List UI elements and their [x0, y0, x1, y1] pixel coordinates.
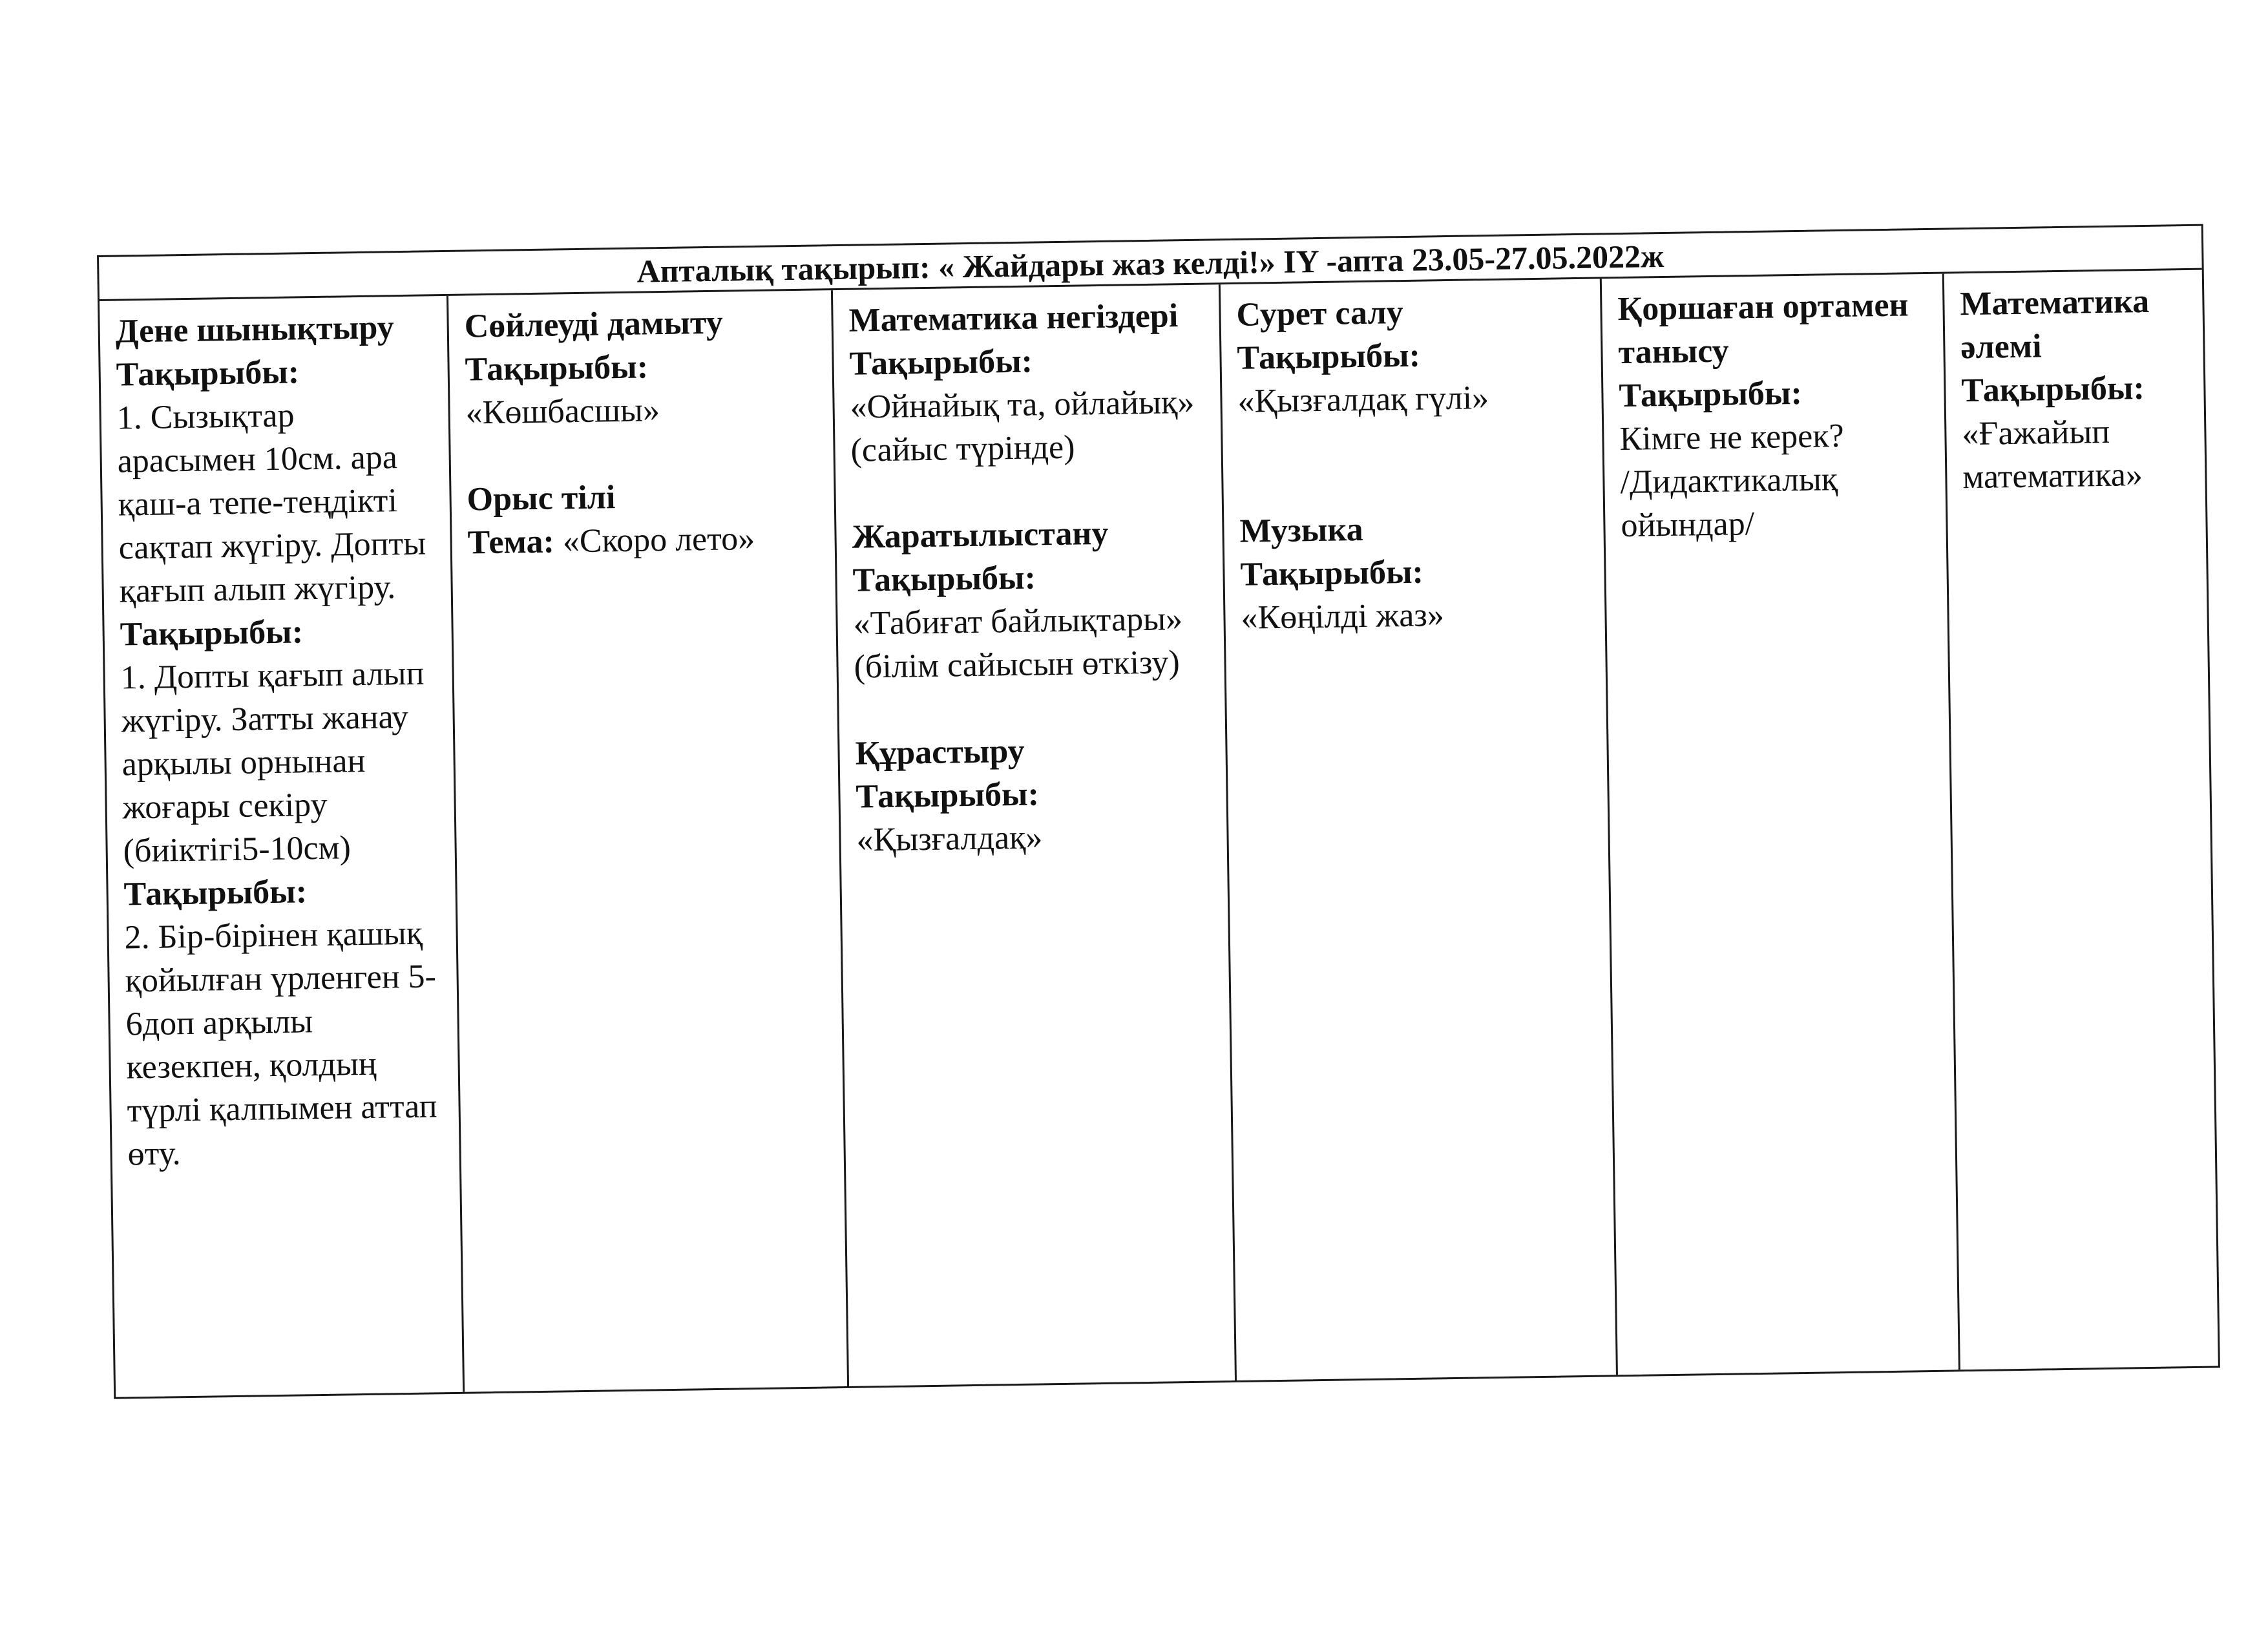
topic-label: Тақырыбы: — [1961, 370, 2145, 410]
topic-label: Тақырыбы: — [120, 613, 304, 653]
topic-line — [467, 516, 821, 564]
topic-label: Тақырыбы: — [856, 776, 1040, 816]
column-drawing — [1221, 279, 1618, 1380]
column-physical-education — [100, 296, 465, 1397]
column-title: Құрастыру — [855, 732, 1025, 772]
topic-text: 1. Сызықтар арасымен 10см. ара қаш-а тепе-теңдікті сақтап жүгіру. Допты қағып алып жүгіру. — [116, 397, 426, 610]
topic-label: Тақырыбы: — [116, 354, 300, 394]
column-math-world — [1944, 270, 2222, 1370]
topic-label: Тақырыбы: — [123, 873, 308, 913]
column-speech-development — [448, 290, 849, 1392]
weekly-plan-table — [97, 224, 2220, 1399]
topic-label: Тақырыбы: — [1237, 337, 1421, 377]
topic-note: /Дидактикалық ойындар/ — [1620, 461, 1838, 545]
topic-label: Тема: — [467, 523, 555, 562]
column-title: Математика әлемі — [1960, 282, 2150, 366]
topic-label: Тақырыбы: — [465, 348, 649, 388]
topic-text: «Қызғалдақ» — [856, 819, 1043, 859]
column-mathematics-basics — [833, 284, 1237, 1386]
topic-text: 1. Допты қағып алып жүгіру. Затты жанау арқылы орнынан жоғары секіру (биіктігі5-10см) — [120, 655, 425, 870]
topic-label: Тақырыбы: — [852, 559, 1036, 599]
topic-text: 2. Бір-бірінен қашық қойылған үрленген 5-6доп арқылы кезекпен, қолдың түрлі қалпымен аттап өту. — [124, 914, 437, 1173]
topic-text: «Көңілді жаз» — [1241, 597, 1445, 637]
topic-label: Тақырыбы: — [1240, 553, 1424, 593]
topic-text: «Табиғат байлықтары» — [853, 600, 1183, 642]
column-environment — [1602, 274, 1960, 1375]
column-title: Сөйлеуді дамыту — [464, 304, 724, 345]
topic-text: «Ғажайып математика» — [1961, 413, 2143, 496]
column-title: Сурет салу — [1236, 294, 1404, 333]
topic-text: «Көшбасшы» — [465, 392, 660, 432]
column-title: Дене шынықтыру — [115, 309, 395, 350]
topic-note: (білім сайысын өткізу) — [854, 644, 1181, 686]
topic-text: «Ойнайық та, ойлайық» — [850, 383, 1195, 426]
topic-text: Кімге не керек? — [1619, 417, 1845, 458]
topic-text: «Қызғалдақ гүлі» — [1237, 379, 1489, 420]
topic-label: Тақырыбы: — [849, 343, 1033, 383]
column-title: Музыка — [1239, 511, 1364, 550]
topic-label: Тақырыбы: — [1619, 374, 1803, 415]
column-title: Математика негіздері — [848, 297, 1179, 339]
topic-note: (сайыс түрінде) — [850, 428, 1075, 469]
column-title: Орыс тілі — [467, 479, 616, 518]
table-header: Апталық тақырып: « Жайдары жаз келді!» IY -апта 23.05-27.05.2022ж — [99, 226, 2202, 301]
topic-text: «Скоро лето» — [562, 520, 755, 560]
column-title: Жаратылыстану — [852, 514, 1109, 556]
column-title: Қоршаған ортамен танысу — [1617, 286, 1909, 372]
